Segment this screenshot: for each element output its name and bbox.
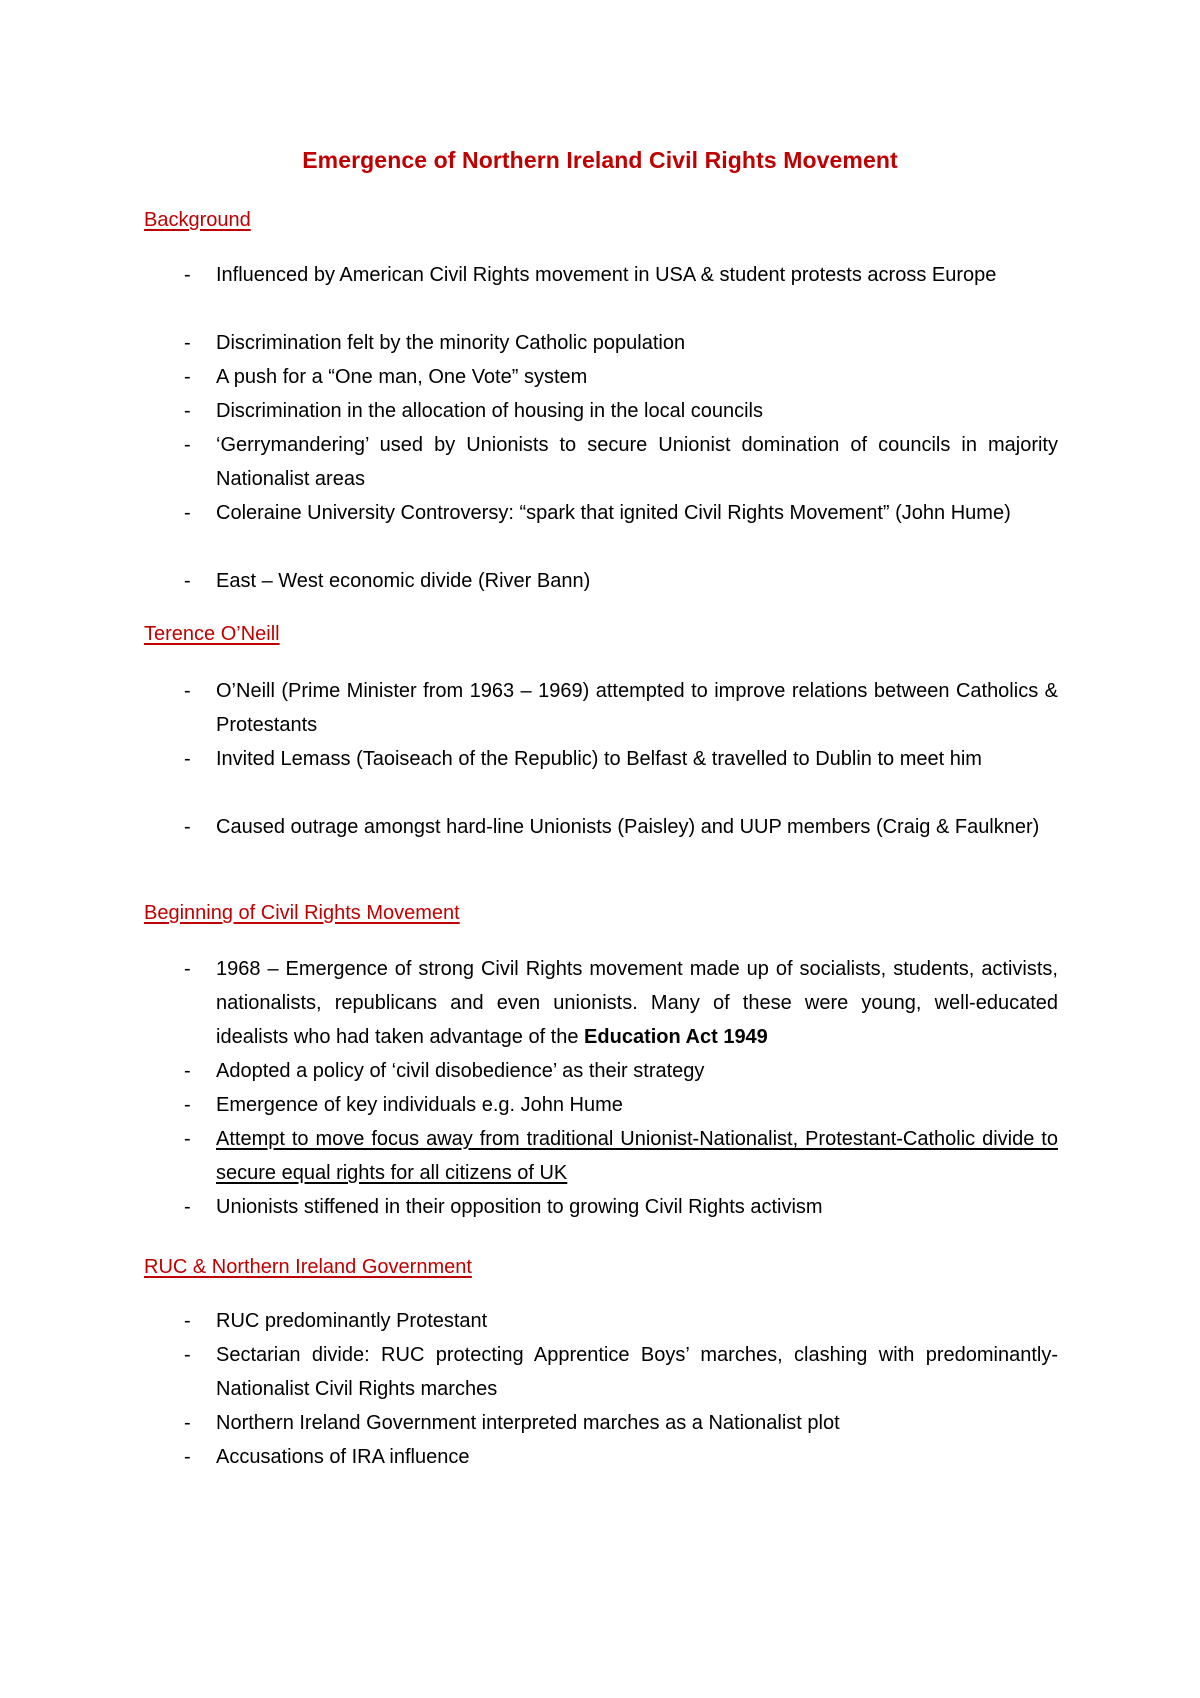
bullet-dash: - [184, 1310, 191, 1332]
list-item-text: A push for a “One man, One Vote” system [216, 366, 588, 388]
list-item [184, 496, 1058, 530]
list-item [184, 742, 1058, 776]
list-item-text: Caused outrage amongst hard-line Unionists (Paisley) and UUP members (Craig & Faulkner) [216, 816, 1040, 838]
list-item-text-plain: 1968 – Emergence of strong Civil Rights movement made up of socialists, students, activists, nationalists, republicans and even unionists. Many of these were young, well-educated idealists who had taken advantage of the [216, 958, 1058, 1048]
list-item [184, 564, 1058, 598]
list-item [184, 1440, 1058, 1474]
list-item-text: ‘Gerrymandering’ used by Unionists to secure Unionist domination of councils in majority Nationalist areas [216, 434, 1058, 490]
list-item [184, 394, 1058, 428]
list-item [184, 1406, 1058, 1440]
list-item [184, 1304, 1058, 1338]
bullet-dash: - [184, 1060, 191, 1082]
bullet-dash: - [184, 1412, 191, 1434]
list-item-text: Adopted a policy of ‘civil disobedience’ as their strategy [216, 1060, 705, 1082]
list-item [184, 1338, 1058, 1406]
list-item-text-underlined: Attempt to move focus away from traditional Unionist-Nationalist, Protestant-Catholic divide to secure equal rights for all citizens of UK [216, 1128, 1058, 1184]
list-item [184, 428, 1058, 496]
bullet-dash: - [184, 816, 191, 838]
bullet-dash: - [184, 502, 191, 524]
bullet-dash: - [184, 958, 191, 980]
list-item-text: O’Neill (Prime Minister from 1963 – 1969) attempted to improve relations between Catholics & Protestants [216, 680, 1058, 736]
list-item [184, 326, 1058, 360]
list-item-text: Influenced by American Civil Rights movement in USA & student protests across Europe [216, 264, 997, 286]
list-item-text: Sectarian divide: RUC protecting Apprentice Boys’ marches, clashing with predominantly-Nationalist Civil Rights marches [216, 1344, 1058, 1400]
list-item [184, 1088, 1058, 1122]
bullet-dash: - [184, 1446, 191, 1468]
bullet-dash: - [184, 332, 191, 354]
list-item-text: Accusations of IRA influence [216, 1446, 470, 1468]
bullet-dash: - [184, 366, 191, 388]
bullet-dash: - [184, 680, 191, 702]
bullet-dash: - [184, 570, 191, 592]
list-item [184, 360, 1058, 394]
list-item-text: Emergence of key individuals e.g. John Hume [216, 1094, 623, 1116]
list-item-text: Discrimination felt by the minority Catholic population [216, 332, 686, 354]
education-act-highlight: Education Act 1949 [584, 1026, 768, 1048]
list-item [184, 1054, 1058, 1088]
list-item-text: Northern Ireland Government interpreted marches as a Nationalist plot [216, 1412, 840, 1434]
section-heading-background: Background [144, 209, 251, 231]
list-item-text: Coleraine University Controversy: “spark that ignited Civil Rights Movement” (John Hume) [216, 502, 1011, 524]
list-item-text: East – West economic divide (River Bann) [216, 570, 591, 592]
bullet-dash: - [184, 264, 191, 286]
bullet-dash: - [184, 400, 191, 422]
bullet-dash: - [184, 1094, 191, 1116]
list-item [184, 674, 1058, 742]
section-heading-terence-oneill: Terence O’Neill [144, 623, 280, 645]
bullet-dash: - [184, 1128, 191, 1150]
list-item [184, 810, 1058, 844]
section-heading-ruc-ni-government: RUC & Northern Ireland Government [144, 1256, 472, 1278]
list-item-text: Unionists stiffened in their opposition to growing Civil Rights activism [216, 1196, 823, 1218]
section-heading-beginning-civil-rights: Beginning of Civil Rights Movement [144, 902, 460, 924]
bullet-dash: - [184, 1344, 191, 1366]
document-title: Emergence of Northern Ireland Civil Rights Movement [302, 147, 898, 173]
bullet-dash: - [184, 434, 191, 456]
list-item [184, 1122, 1058, 1190]
list-item [184, 258, 1058, 292]
list-item-text: RUC predominantly Protestant [216, 1310, 488, 1332]
bullet-dash: - [184, 1196, 191, 1218]
list-item [184, 1190, 1058, 1224]
list-item-text: Invited Lemass (Taoiseach of the Republic) to Belfast & travelled to Dublin to meet him [216, 748, 982, 770]
list-item [184, 952, 1058, 1054]
bullet-dash: - [184, 748, 191, 770]
list-item-text: Discrimination in the allocation of housing in the local councils [216, 400, 763, 422]
list-item-text [216, 952, 1058, 1054]
